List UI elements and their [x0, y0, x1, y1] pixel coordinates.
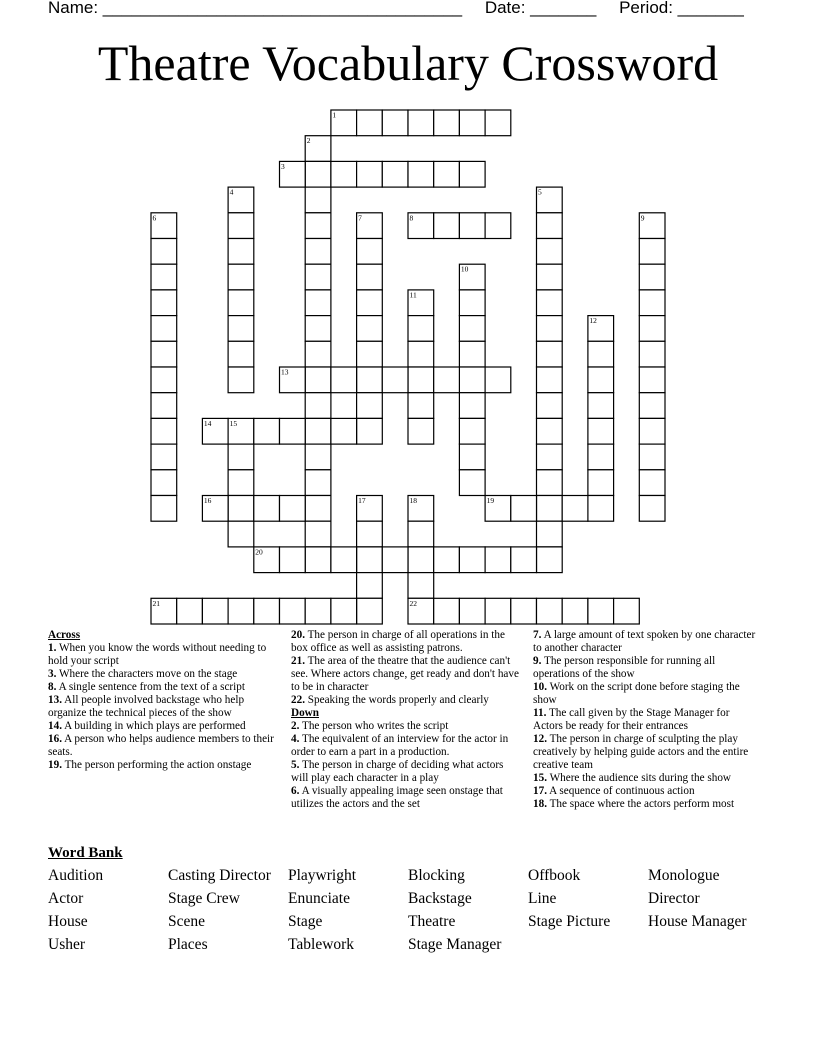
- crossword-cell[interactable]: [537, 367, 563, 393]
- crossword-cell[interactable]: [305, 213, 331, 239]
- cell-number: 13: [281, 367, 289, 377]
- clue-text: Work on the script done before staging the show: [533, 681, 740, 706]
- crossword-cell[interactable]: [562, 496, 588, 522]
- crossword-cell[interactable]: [434, 547, 460, 573]
- crossword-cell[interactable]: [305, 367, 331, 393]
- page-title: Theatre Vocabulary Crossword: [97, 35, 719, 91]
- clue-number: 17.: [533, 785, 547, 797]
- crossword-cell[interactable]: [459, 470, 485, 496]
- crossword-cell[interactable]: [151, 239, 177, 265]
- cell-number: 1: [332, 110, 337, 120]
- crossword-cell[interactable]: [537, 547, 563, 573]
- crossword-cell[interactable]: [305, 444, 331, 470]
- crossword-cell[interactable]: [357, 341, 383, 367]
- cell-number: 20: [255, 547, 263, 557]
- crossword-cell[interactable]: [357, 290, 383, 316]
- crossword-cell[interactable]: [588, 341, 614, 367]
- crossword-cell[interactable]: [459, 213, 485, 239]
- cell-number: 19: [486, 496, 495, 505]
- clue-number: 16.: [48, 733, 62, 745]
- clue-item: [291, 655, 519, 694]
- word-bank-item: Offbook: [528, 867, 581, 884]
- crossword-cell[interactable]: [434, 598, 460, 624]
- crossword-cell[interactable]: [485, 213, 511, 239]
- cell-number: 5: [538, 187, 542, 197]
- clue-item: [291, 720, 519, 733]
- clue-number: 14.: [48, 720, 62, 732]
- crossword-cell[interactable]: [485, 547, 511, 573]
- crossword-cell[interactable]: [280, 496, 306, 522]
- crossword-cell[interactable]: [537, 444, 563, 470]
- crossword-cell[interactable]: [228, 367, 254, 393]
- crossword-cell[interactable]: [459, 316, 485, 342]
- crossword-cell[interactable]: [639, 418, 665, 444]
- clue-text: The equivalent of an interview for the actor in order to earn a part in a production.: [291, 733, 509, 758]
- crossword-cell[interactable]: [588, 598, 614, 624]
- crossword-cell[interactable]: [357, 573, 383, 599]
- crossword-cell[interactable]: [408, 110, 434, 136]
- crossword-cell[interactable]: [639, 444, 665, 470]
- word-bank-item: Theatre: [408, 913, 456, 930]
- crossword-cell[interactable]: [331, 547, 357, 573]
- crossword-cell[interactable]: [459, 341, 485, 367]
- crossword-cell[interactable]: [151, 393, 177, 419]
- clue-number: 1.: [48, 642, 57, 654]
- clue-text: The person in charge of sculpting the play creatively by helping guide actors and the entire creative team: [533, 733, 749, 771]
- word-bank-title: Word Bank: [48, 845, 123, 861]
- cell-number: 18: [409, 496, 417, 505]
- crossword-cell[interactable]: [459, 598, 485, 624]
- crossword-cell[interactable]: [588, 367, 614, 393]
- crossword-cell[interactable]: [331, 598, 357, 624]
- clues-column-3: [533, 629, 761, 811]
- word-bank-item: Tablework: [288, 936, 355, 953]
- word-bank-item: Line: [528, 890, 557, 907]
- clues-column-1: [48, 629, 276, 772]
- crossword-cell[interactable]: [537, 598, 563, 624]
- word-bank-item: Backstage: [408, 890, 472, 907]
- crossword-cell[interactable]: [305, 161, 331, 187]
- word-bank-item: Monologue: [648, 867, 720, 884]
- clue-text: Speaking the words properly and clearly: [304, 694, 489, 706]
- cell-number: 3: [281, 161, 285, 171]
- crossword-cell[interactable]: [639, 393, 665, 419]
- crossword-cell[interactable]: [588, 393, 614, 419]
- word-bank-item: Stage Crew: [168, 890, 240, 907]
- crossword-cell[interactable]: [228, 444, 254, 470]
- crossword-cell[interactable]: [408, 393, 434, 419]
- crossword-cell[interactable]: [305, 264, 331, 290]
- cell-number: 12: [589, 316, 597, 326]
- crossword-cell[interactable]: [485, 598, 511, 624]
- crossword-cell[interactable]: [459, 367, 485, 393]
- clue-number: 5.: [291, 759, 300, 771]
- crossword-cell[interactable]: [537, 393, 563, 419]
- word-bank-item: Scene: [168, 913, 206, 930]
- clue-text: The person in charge of deciding what actors will play each character in a play: [291, 759, 504, 784]
- cell-number: 4: [229, 187, 234, 197]
- clue-item: [533, 655, 761, 681]
- clue-item: [533, 772, 761, 785]
- name-field[interactable]: Name: ______________________________________: [48, 0, 463, 17]
- word-bank-item: Stage: [288, 913, 323, 930]
- crossword-cell[interactable]: [408, 418, 434, 444]
- crossword-cell[interactable]: [228, 470, 254, 496]
- crossword-cell[interactable]: [228, 290, 254, 316]
- crossword-cell[interactable]: [639, 290, 665, 316]
- crossword-cell[interactable]: [382, 110, 408, 136]
- crossword-cell[interactable]: [537, 496, 563, 522]
- clue-text: A visually appealing image seen onstage that utilizes the actors and the set: [291, 785, 503, 810]
- crossword-cell[interactable]: [485, 367, 511, 393]
- crossword-cell[interactable]: [357, 316, 383, 342]
- crossword-cell[interactable]: [357, 418, 383, 444]
- cell-number: 9: [640, 213, 645, 223]
- clue-number: 20.: [291, 629, 305, 641]
- clue-text: A person who helps audience members to their seats.: [48, 733, 274, 758]
- clue-number: 13.: [48, 694, 62, 706]
- crossword-cell[interactable]: [588, 418, 614, 444]
- crossword-cell[interactable]: [228, 213, 254, 239]
- clue-item: [291, 759, 519, 785]
- crossword-cell[interactable]: [639, 341, 665, 367]
- clue-item: [48, 642, 276, 668]
- word-bank-item: Casting Director: [168, 867, 271, 884]
- clue-item: [533, 733, 761, 772]
- clue-number: 15.: [533, 772, 547, 784]
- cell-number: 11: [409, 290, 417, 300]
- crossword-cell[interactable]: [228, 521, 254, 547]
- crossword-cell[interactable]: [151, 290, 177, 316]
- word-bank-item: Usher: [48, 936, 86, 953]
- cell-number: 6: [152, 213, 157, 223]
- clue-item: [533, 681, 761, 707]
- crossword-cell[interactable]: [202, 598, 228, 624]
- crossword-cell[interactable]: [331, 418, 357, 444]
- crossword-cell[interactable]: [537, 341, 563, 367]
- crossword-cell[interactable]: [459, 547, 485, 573]
- crossword-cell[interactable]: [511, 598, 537, 624]
- clue-text: The person responsible for running all operations of the show: [533, 655, 716, 680]
- clue-number: 3.: [48, 668, 57, 680]
- crossword-cell[interactable]: [459, 110, 485, 136]
- crossword-cell[interactable]: [280, 598, 306, 624]
- crossword-cell[interactable]: [357, 367, 383, 393]
- crossword-cell[interactable]: [459, 418, 485, 444]
- crossword-cell[interactable]: [357, 393, 383, 419]
- crossword-cell[interactable]: [639, 496, 665, 522]
- clue-text: All people involved backstage who help organize the technical pieces of the show: [48, 694, 245, 719]
- clue-text: A sequence of continuous action: [546, 785, 695, 797]
- crossword-cell[interactable]: [357, 547, 383, 573]
- crossword-cell[interactable]: [537, 213, 563, 239]
- crossword-cell[interactable]: [228, 264, 254, 290]
- clue-text: A building in which plays are performed: [61, 720, 246, 732]
- crossword-cell[interactable]: [639, 239, 665, 265]
- clue-item: [48, 694, 276, 720]
- crossword-cell[interactable]: [151, 496, 177, 522]
- clue-item: [533, 629, 761, 655]
- crossword-cell[interactable]: [228, 496, 254, 522]
- down-heading: Down: [291, 707, 319, 719]
- word-bank-item: Enunciate: [288, 890, 350, 907]
- crossword-cell[interactable]: [639, 367, 665, 393]
- crossword-cell[interactable]: [280, 418, 306, 444]
- clue-number: 11.: [533, 707, 547, 719]
- clue-item: [291, 629, 519, 655]
- crossword-cell[interactable]: [254, 496, 280, 522]
- word-bank: [48, 866, 788, 955]
- crossword-cell[interactable]: [305, 316, 331, 342]
- clue-item: [291, 785, 519, 811]
- word-bank-item: Audition: [48, 867, 104, 884]
- word-bank-item: Blocking: [408, 867, 465, 884]
- crossword-cell[interactable]: [639, 316, 665, 342]
- clue-number: 9.: [533, 655, 542, 667]
- clue-text: A large amount of text spoken by one character to another character: [533, 629, 756, 654]
- crossword-cell[interactable]: [459, 290, 485, 316]
- cell-number: 7: [358, 213, 362, 223]
- crossword-cell[interactable]: [331, 367, 357, 393]
- crossword-cell[interactable]: [305, 598, 331, 624]
- crossword-cell[interactable]: [151, 367, 177, 393]
- crossword-cell[interactable]: [537, 418, 563, 444]
- clue-number: 12.: [533, 733, 547, 745]
- word-bank-item: House Manager: [648, 913, 747, 930]
- crossword-cell[interactable]: [280, 547, 306, 573]
- crossword-cell[interactable]: [331, 161, 357, 187]
- clue-item: [533, 798, 761, 811]
- across-heading: Across: [48, 629, 81, 641]
- crossword-cell[interactable]: [305, 496, 331, 522]
- crossword-cell[interactable]: [562, 598, 588, 624]
- period-field[interactable]: Period: _______: [619, 0, 744, 17]
- clue-item: [291, 694, 519, 707]
- crossword-cell[interactable]: [228, 239, 254, 265]
- cell-number: 17: [358, 496, 366, 505]
- clue-number: 18.: [533, 798, 547, 810]
- crossword-cell[interactable]: [228, 341, 254, 367]
- clue-number: 2.: [291, 720, 300, 732]
- crossword-cell[interactable]: [151, 316, 177, 342]
- crossword-cell[interactable]: [537, 264, 563, 290]
- crossword-cell[interactable]: [588, 496, 614, 522]
- clues-column-2: [291, 629, 519, 811]
- crossword-cell[interactable]: [254, 418, 280, 444]
- clue-text: The call given by the Stage Manager for Actors be ready for their entrances: [533, 707, 730, 732]
- crossword-cell[interactable]: [639, 470, 665, 496]
- crossword-cell[interactable]: [537, 290, 563, 316]
- crossword-cell[interactable]: [305, 393, 331, 419]
- crossword-cell[interactable]: [408, 161, 434, 187]
- clue-number: 6.: [291, 785, 300, 797]
- date-field[interactable]: Date: _______: [484, 0, 597, 17]
- crossword-cell[interactable]: [228, 316, 254, 342]
- clue-number: 21.: [291, 655, 305, 667]
- crossword-cell[interactable]: [408, 547, 434, 573]
- cell-number: 21: [152, 598, 160, 608]
- clue-item: [533, 785, 761, 798]
- crossword-cell[interactable]: [434, 367, 460, 393]
- crossword-cell[interactable]: [459, 393, 485, 419]
- crossword-cell[interactable]: [357, 521, 383, 547]
- crossword-cell[interactable]: [357, 110, 383, 136]
- crossword-cell[interactable]: [177, 598, 203, 624]
- clue-text: The area of the theatre that the audience can't see. Where actors change, get ready and don't have to be in character: [291, 655, 519, 693]
- crossword-cell[interactable]: [511, 547, 537, 573]
- crossword-cell[interactable]: [357, 161, 383, 187]
- word-bank-item: Stage Picture: [528, 913, 611, 930]
- word-bank-item: Stage Manager: [408, 936, 502, 953]
- crossword-cell[interactable]: [537, 316, 563, 342]
- crossword-cell[interactable]: [305, 341, 331, 367]
- crossword-cell[interactable]: [511, 496, 537, 522]
- crossword-cell[interactable]: [151, 470, 177, 496]
- clue-text: When you know the words without needing to hold your script: [48, 642, 267, 667]
- crossword-cell[interactable]: [382, 161, 408, 187]
- crossword-cell[interactable]: [254, 598, 280, 624]
- clue-text: Where the characters move on the stage: [56, 668, 238, 680]
- clue-text: The person performing the action onstage: [61, 759, 252, 771]
- clue-number: 4.: [291, 733, 300, 745]
- crossword-cell[interactable]: [382, 367, 408, 393]
- crossword-cell[interactable]: [151, 418, 177, 444]
- clue-item: [48, 759, 276, 772]
- crossword-cell[interactable]: [408, 341, 434, 367]
- cell-number: 14: [203, 418, 212, 428]
- clue-item: [48, 720, 276, 733]
- clue-item: [533, 707, 761, 733]
- clue-number: 8.: [48, 681, 57, 693]
- crossword-cell[interactable]: [305, 187, 331, 213]
- crossword-cell[interactable]: [408, 316, 434, 342]
- crossword-cell[interactable]: [588, 444, 614, 470]
- word-bank-item: Director: [648, 890, 700, 907]
- clue-item: [48, 668, 276, 681]
- crossword-cell[interactable]: [305, 290, 331, 316]
- crossword-cell[interactable]: [151, 341, 177, 367]
- clue-number: 22.: [291, 694, 305, 706]
- crossword-cell[interactable]: [305, 547, 331, 573]
- crossword-cell[interactable]: [357, 264, 383, 290]
- clue-text: The space where the actors perform most: [546, 798, 735, 810]
- clue-text: A single sentence from the text of a script: [56, 681, 245, 693]
- crossword-cell[interactable]: [151, 264, 177, 290]
- crossword-cell[interactable]: [408, 367, 434, 393]
- crossword-cell[interactable]: [459, 161, 485, 187]
- clue-item: [48, 681, 276, 694]
- crossword-cell[interactable]: [305, 521, 331, 547]
- crossword-cell[interactable]: [228, 598, 254, 624]
- crossword-cell[interactable]: [408, 573, 434, 599]
- crossword-cell[interactable]: [434, 110, 460, 136]
- word-bank-item: Actor: [48, 890, 84, 907]
- cell-number: 2: [306, 136, 311, 146]
- cell-number: 16: [203, 496, 212, 505]
- clue-text: The person who writes the script: [299, 720, 449, 732]
- crossword-cell[interactable]: [305, 239, 331, 265]
- clue-number: 10.: [533, 681, 547, 693]
- word-bank-item: Playwright: [288, 867, 357, 884]
- crossword-cell[interactable]: [614, 598, 640, 624]
- cell-number: 22: [409, 598, 417, 608]
- clue-item: [48, 733, 276, 759]
- crossword-cell[interactable]: [537, 521, 563, 547]
- word-bank-item: Places: [168, 936, 208, 953]
- cell-number: 8: [409, 213, 414, 223]
- crossword-cell[interactable]: [588, 470, 614, 496]
- crossword-cell[interactable]: [357, 239, 383, 265]
- word-bank-item: House: [48, 913, 88, 930]
- crossword-cell[interactable]: [434, 161, 460, 187]
- clue-number: 7.: [533, 629, 542, 641]
- crossword-cell[interactable]: [639, 264, 665, 290]
- clue-number: 19.: [48, 759, 62, 771]
- clue-text: Where the audience sits during the show: [546, 772, 732, 784]
- crossword-cell[interactable]: [459, 444, 485, 470]
- crossword-cell[interactable]: [537, 239, 563, 265]
- cell-number: 15: [229, 418, 238, 428]
- cell-number: 10: [460, 264, 469, 274]
- crossword-cell[interactable]: [408, 521, 434, 547]
- crossword-cell[interactable]: [485, 110, 511, 136]
- clue-item: [291, 733, 519, 759]
- crossword-cell[interactable]: [305, 418, 331, 444]
- crossword-cell[interactable]: [151, 444, 177, 470]
- clue-text: The person in charge of all operations in the box office as well as assisting patrons.: [291, 629, 505, 654]
- crossword-cell[interactable]: [434, 213, 460, 239]
- crossword-cell[interactable]: [537, 470, 563, 496]
- crossword-cell[interactable]: [382, 547, 408, 573]
- crossword-cell[interactable]: [305, 470, 331, 496]
- crossword-cell[interactable]: [357, 598, 383, 624]
